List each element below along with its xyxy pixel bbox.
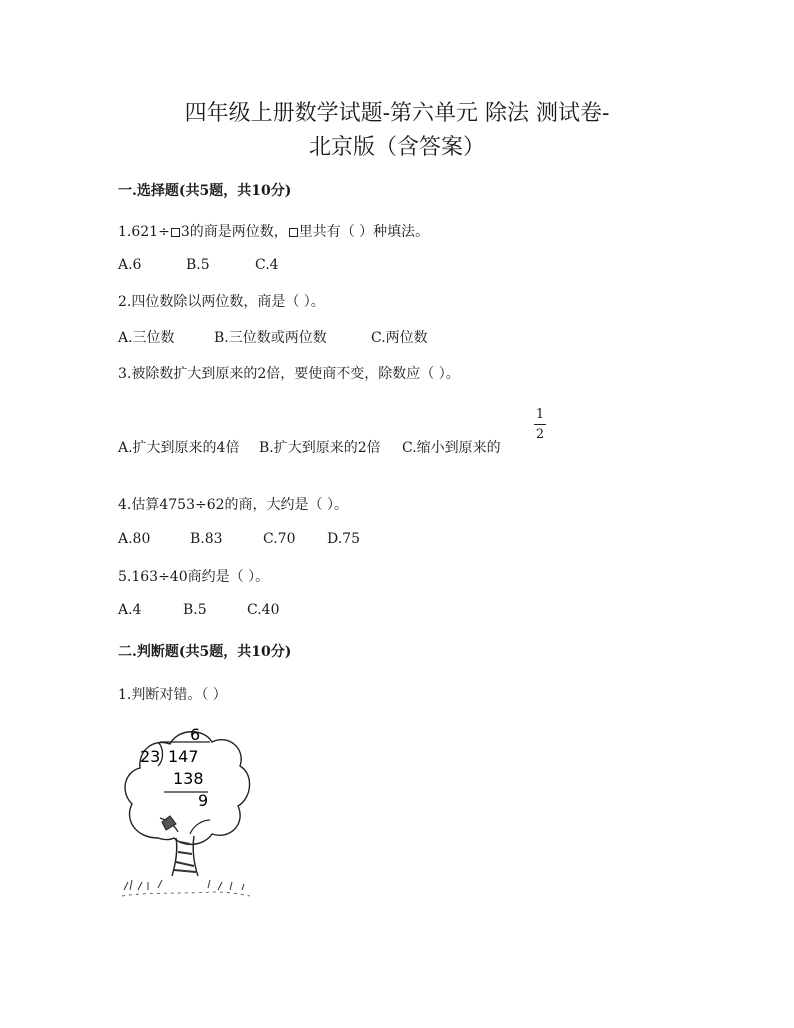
option: A.扩大到原来的4倍 [118,440,240,456]
fraction-bar [534,424,546,425]
fraction-denominator: 2 [535,427,545,442]
question-3: 3.被除数扩大到原来的2倍，要使商不变，除数应（ ）。 [118,366,460,382]
option: B.5 [186,257,210,273]
remainder-text: 9 [198,791,209,810]
option: A.80 [118,531,151,547]
blank-box-icon [171,228,180,237]
judgment-1: 1.判断对错。（ ） [118,687,227,703]
section-heading-judgment: 二.判断题(共5题，共10分) [118,644,292,660]
question-1-text-c: 里共有（ ）种填法。 [298,224,430,240]
option: A.三位数 [118,330,175,346]
question-5: 5.163÷40商约是（ ）。 [118,569,270,585]
option: C.40 [247,602,280,618]
dividend-text: 147 [168,747,199,766]
fraction-numerator: 1 [535,407,545,422]
option: A.6 [118,257,142,273]
section-heading-choice: 一.选择题(共5题，共10分) [118,183,292,199]
blank-box-icon [289,228,298,237]
tree-division-illustration [118,720,258,914]
page-title-line2: 北京版（含答案） [308,135,485,160]
option: D.75 [327,531,360,547]
option: A.4 [118,602,142,618]
quotient-text: 6 [190,725,201,744]
question-1-text-b: 3的商是两位数， [180,224,288,240]
option: C.70 [263,531,296,547]
question-1-text-a: 1.621÷ [118,224,170,240]
question-2: 2.四位数除以两位数，商是（ ）。 [118,294,325,310]
divisor-text: 23 [140,747,161,766]
page-title-line1: 四年级上册数学试题-第六单元 除法 测试卷- [184,101,610,126]
option: C.两位数 [371,330,428,346]
tree-icon [118,720,258,910]
option: C.4 [255,257,279,273]
option: B.83 [190,531,223,547]
question-4: 4.估算4753÷62的商，大约是（ ）。 [118,497,348,513]
option: B.5 [183,602,207,618]
option: B.三位数或两位数 [214,330,327,346]
option: B.扩大到原来的2倍 [259,440,381,456]
product-text: 138 [173,769,204,788]
question-1 [118,221,429,241]
option: C.缩小到原来的 [402,440,501,456]
fraction [534,407,546,442]
